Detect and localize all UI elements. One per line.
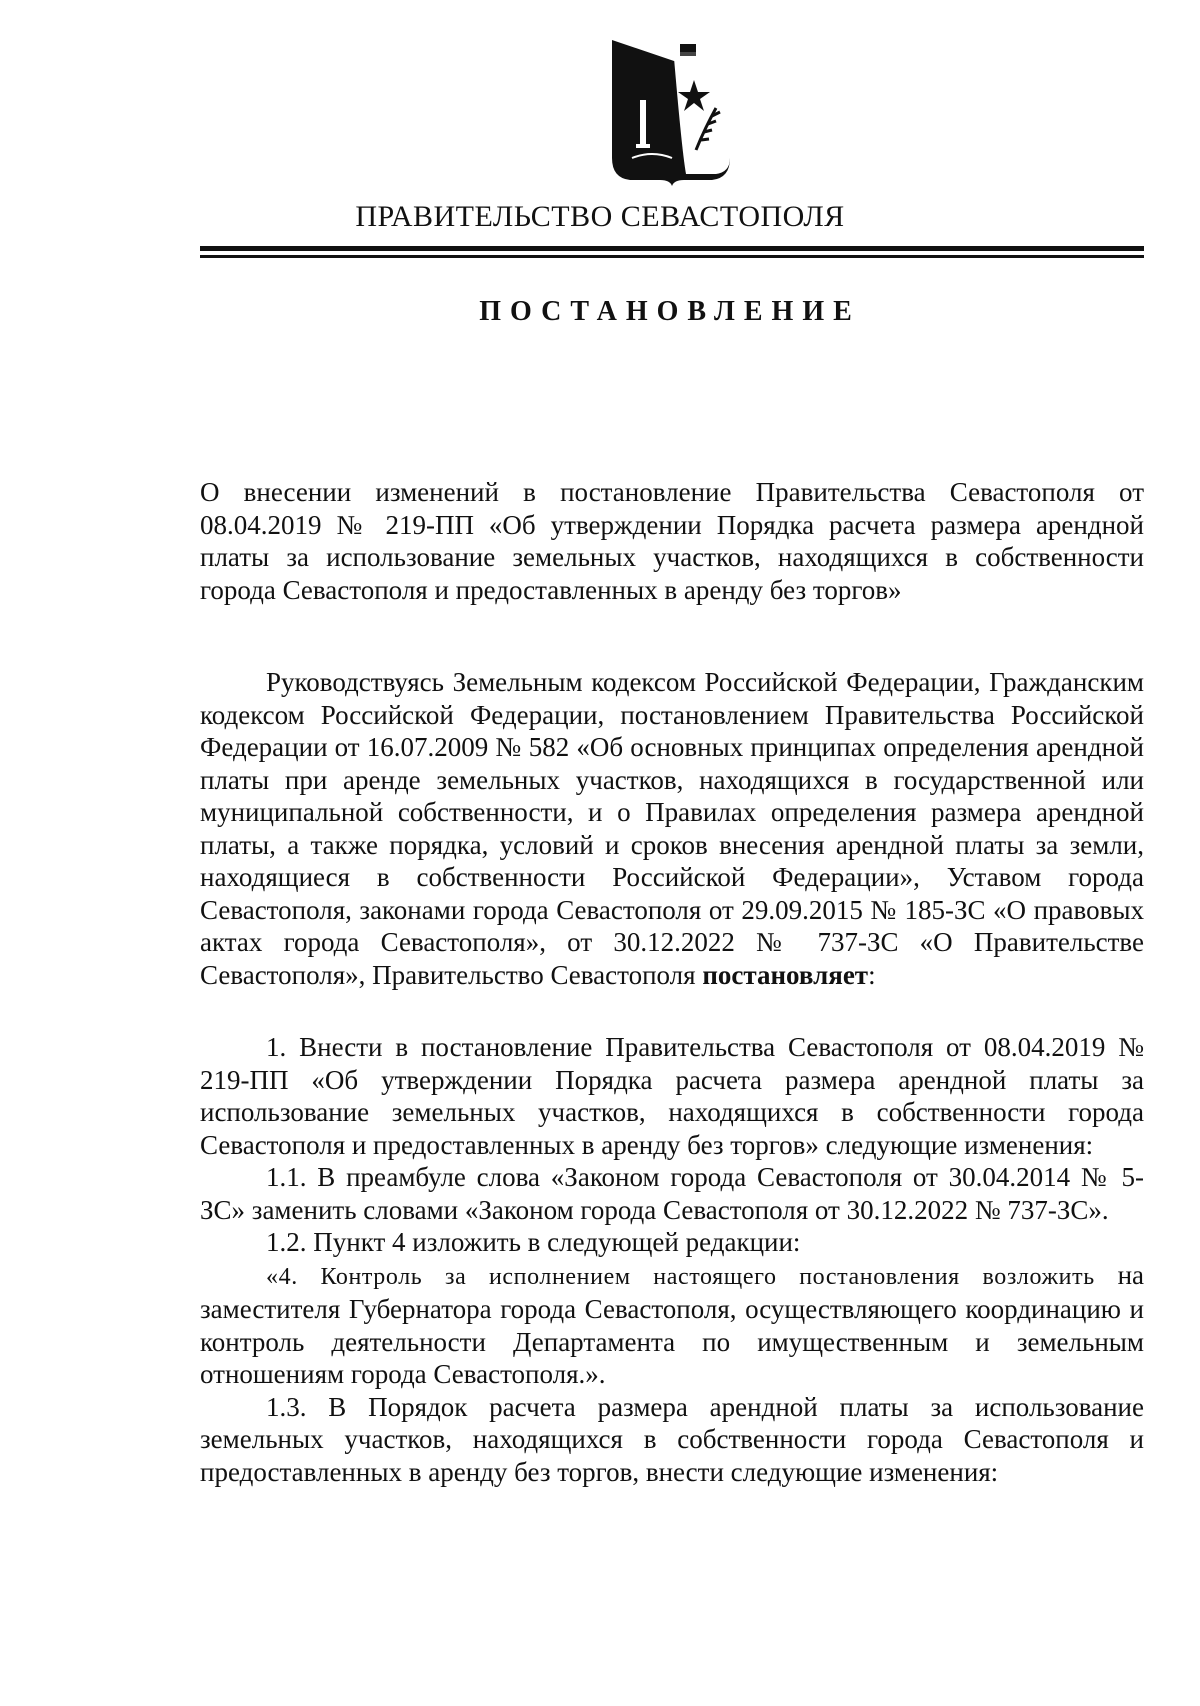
item-1-1: 1.1. В преамбуле слова «Законом города Севастополя от 30.04.2014 № 5-ЗС» заменить словами «Законом города Севастополя от 30.12.2022 № 737-ЗС». bbox=[200, 1162, 1144, 1225]
header-divider-thick bbox=[200, 246, 1144, 251]
item-1-2-quote bbox=[200, 1259, 1144, 1391]
header-divider-thin bbox=[200, 255, 1144, 258]
quote-start: «4. Контроль за исполнением настоящего постановления возложить bbox=[266, 1263, 1095, 1290]
preamble-colon: : bbox=[868, 959, 876, 990]
quote-rest: на заместителя Губернатора города Севастополя, осуществляющего координацию и контроль деятельности Департамента по имущественным и земельным отношениям города Севастополя.». bbox=[200, 1259, 1145, 1389]
document-title: О внесении изменений в постановление Правительства Севастополя от 08.04.2019 № 219-ПП «Об утверждении Порядка расчета размера арендной платы за использование земельных участков, находящихся в собственности города Севастополя и предоставленных в аренду без торгов» bbox=[200, 477, 1144, 605]
item-1-2: 1.2. Пункт 4 изложить в следующей редакции: bbox=[266, 1227, 801, 1257]
organization-name: ПРАВИТЕЛЬСТВО СЕВАСТОПОЛЯ bbox=[355, 200, 845, 233]
preamble-paragraph bbox=[200, 666, 1144, 991]
document-type: ПОСТАНОВЛЕНИЕ bbox=[479, 296, 861, 327]
preamble-text: Руководствуясь Земельным кодексом Российской Федерации, Гражданским кодексом Российской Федерации, постановлением Правительства Российской Федерации от 16.07.2009 № 582 «Об основных принципах определения арендной платы при аренде земельных участков, находящихся в государственной или муниципальной собственности, и о Правилах определения размера арендной платы, а также порядка, условий и сроков внесения арендной платы за земли, находящиеся в собственности Российской Федерации», Уставом города Севастополя, законами города Севастополя от 29.09.2015 № 185-ЗС «О правовых актах города Севастополя», от 30.12.2022 № 737-ЗС «О Правительстве Севастополя», Правительство Севастополя bbox=[200, 667, 1144, 990]
decree-word: постановляет bbox=[702, 959, 869, 990]
document-body bbox=[200, 476, 1144, 1488]
item-1: 1. Внести в постановление Правительства Севастополя от 08.04.2019 № 219-ПП «Об утверждении Порядка расчета размера арендной платы за использование земельных участков, находящихся в собственности города Севастополя и предоставленных в аренду без торгов» следующие изменения: bbox=[200, 1032, 1144, 1160]
sevastopol-coat-of-arms-icon bbox=[612, 40, 732, 188]
item-1-3: 1.3. В Порядок расчета размера арендной платы за использование земельных участков, находящихся в собственности города Севастополя и предоставленных в аренду без торгов, внести следующие изменения: bbox=[200, 1391, 1144, 1487]
